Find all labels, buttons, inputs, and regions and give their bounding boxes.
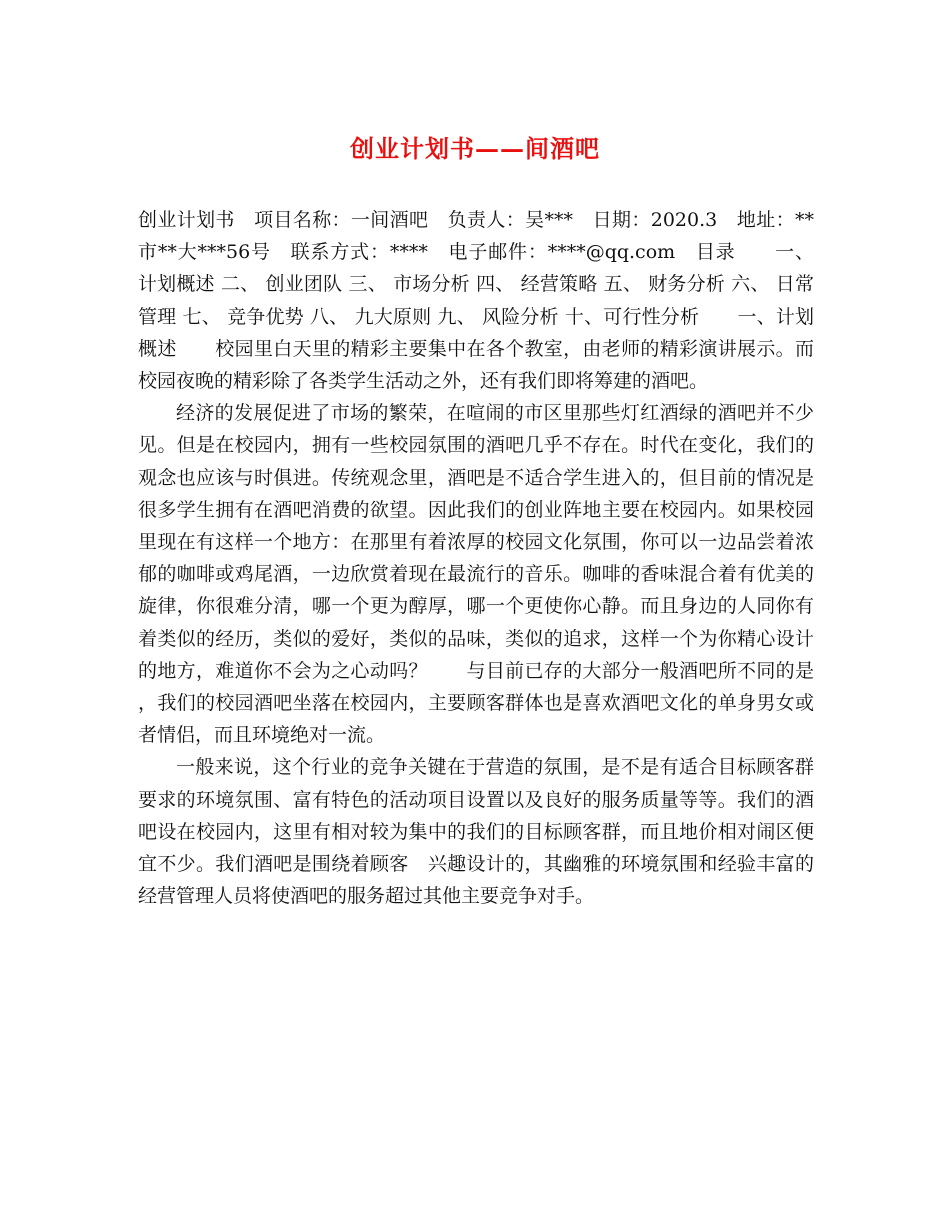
document-body xyxy=(138,204,814,912)
document-title: 创业计划书——间酒吧 xyxy=(350,134,600,163)
paragraph-intro: 创业计划书 项目名称：一间酒吧 负责人：吴*** 日期：2020.3 地址：**市**大***56号 联系方式：**** 电子邮件：****@qq.com 目录 一、 计划概述 二、 创业团队 三、 市场分析 四、 经营策略 五、 财务分析 六、 日常管理 七、 竞争优势 八、 九大原则 九、 风险分析 十、可行性分析 一、计划概述 校园里白天里的精彩主要集中在各个教室，由老师的精彩演讲展示。而校园夜晚的精彩除了各类学生活动之外，还有我们即将筹建的酒吧。 xyxy=(138,209,814,393)
paragraph-competition: 一般来说，这个行业的竞争关键在于营造的氛围，是不是有适合目标顾客群要求的环境氛围、富有特色的活动项目设置以及良好的服务质量等等。我们的酒吧设在校园内，这里有相对较为集中的我们的目标顾客群，而且地价相对闹区便宜不少。我们酒吧是围绕着顾客 兴趣设计的，其幽雅的环境氛围和经验丰富的经营管理人员将使酒吧的服务超过其他主要竞争对手。 xyxy=(138,756,814,908)
paragraph-market: 经济的发展促进了市场的繁荣，在喧闹的市区里那些灯红酒绿的酒吧并不少见。但是在校园内，拥有一些校园氛围的酒吧几乎不存在。时代在变化，我们的观念也应该与时俱进。传统观念里，酒吧是不适合学生进入的，但目前的情况是很多学生拥有在酒吧消费的欲望。因此我们的创业阵地主要在校园内。如果校园里现在有这样一个地方：在那里有着浓厚的校园文化氛围，你可以一边品尝着浓郁的咖啡或鸡尾酒，一边欣赏着现在最流行的音乐。咖啡的香味混合着有优美的旋律，你很难分清，哪一个更为醇厚，哪一个更使你心静。而且身边的人同你有着类似的经历，类似的爱好，类似的品味，类似的追求，这样一个为你精心设计的地方，难道你不会为之心动吗？ 与目前已存的大部分一般酒吧所不同的是，我们的校园酒吧坐落在校园内，主要顾客群体也是喜欢酒吧文化的单身男女或者情侣，而且环境绝对一流。 xyxy=(138,402,814,747)
